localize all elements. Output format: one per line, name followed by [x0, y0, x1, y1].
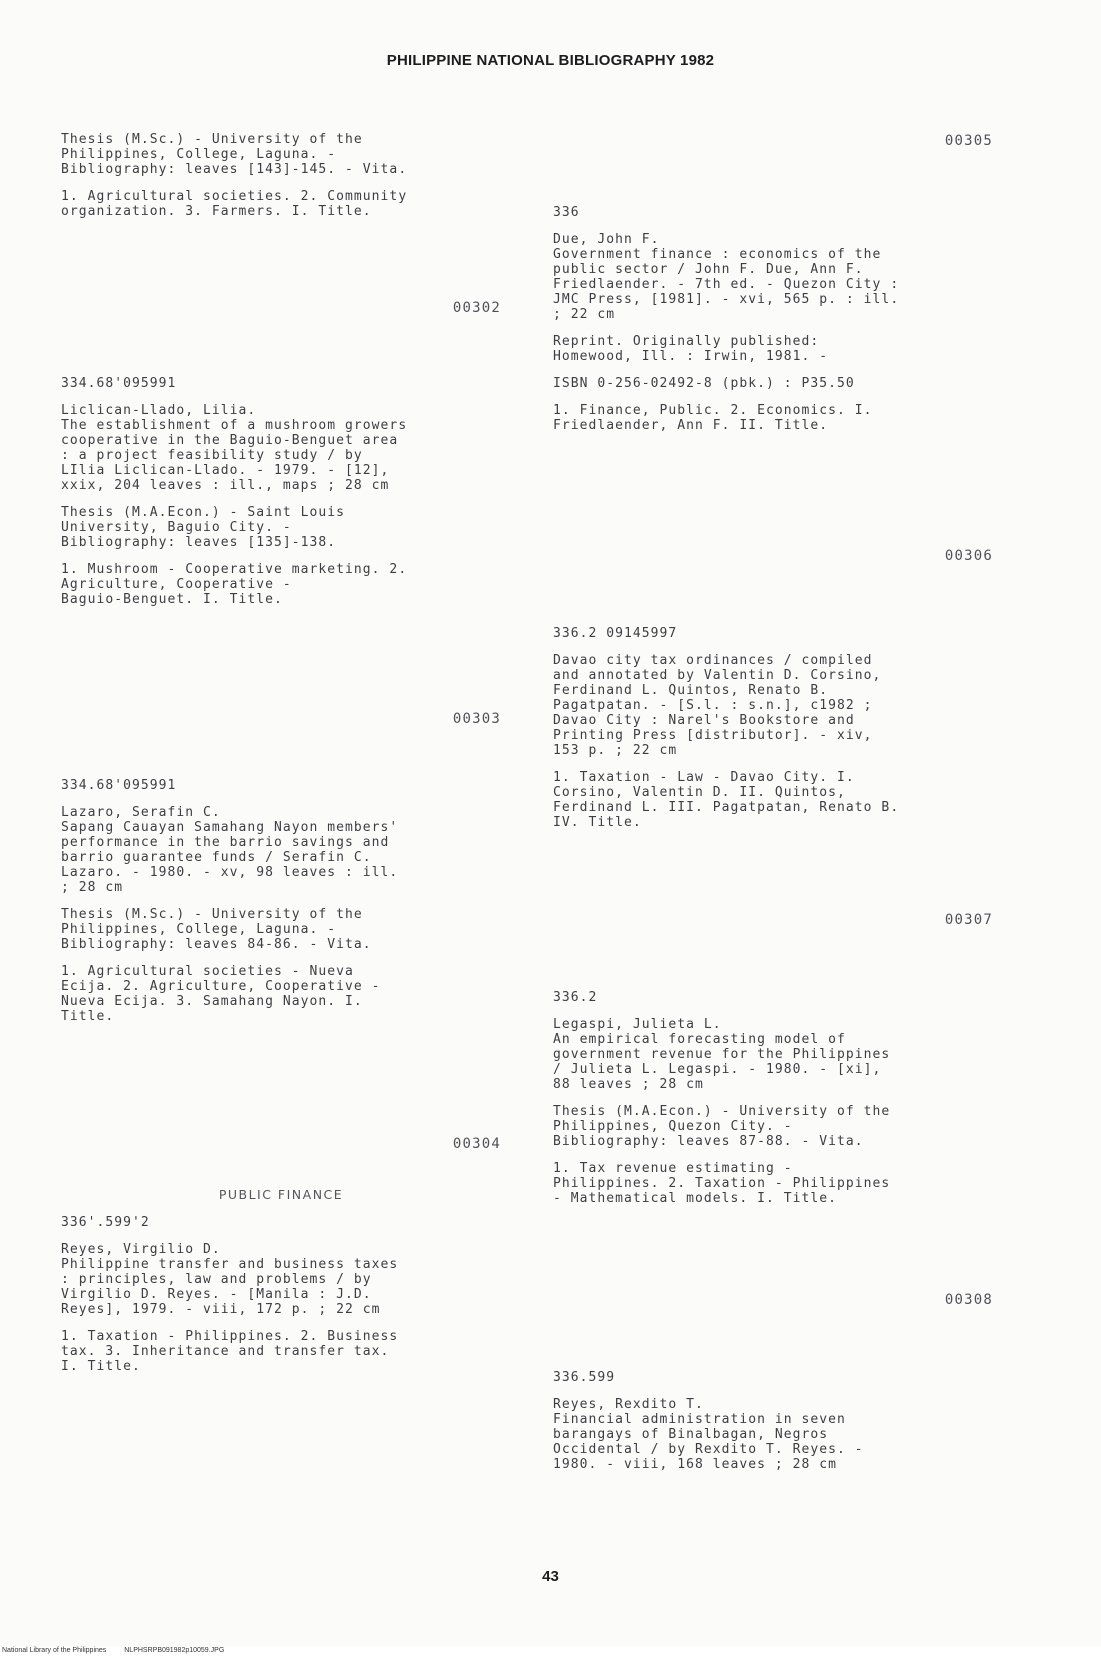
entry-description: Due, John F. Government finance : economics of the public sector / John F. Due, Ann F. Friedlaender. - 7th ed. - Quezon City : JMC Press, [1981]. - xvi, 565 p. : ill. ; 22 cm	[553, 232, 900, 322]
control-number-00302: 00302	[452, 300, 501, 316]
entry-description: Davao city tax ordinances / compiled and annotated by Valentin D. Corsino, Ferdinand L. Quintos, Renato B. Pagatpatan. - [S.l. : s.n.], c1982 ; Davao City : Narel's Bookstore and Printing Press [distributor]. - xiv, 153 p. ; 22 cm	[553, 653, 882, 758]
entry-note: Thesis (M.Sc.) - University of the Philippines, College, Laguna. - Bibliography: leaves 84-86. - Vita.	[61, 907, 372, 952]
entry-description: Reyes, Virgilio D. Philippine transfer and business taxes : principles, law and problems / by Virgilio D. Reyes. - [Manila : J.D. Reyes], 1979. - viii, 172 p. ; 22 cm	[61, 1242, 399, 1317]
entry-subjects: 1. Taxation - Law - Davao City. I. Corsino, Valentin D. II. Quintos, Ferdinand L. III. Pagatpatan, Renato B. IV. Title.	[553, 770, 900, 830]
control-number-00306: 00306	[944, 548, 993, 564]
entry-description: Liclican-Llado, Lilia. The establishment of a mushroom growers cooperative in the Baguio-Benguet area : a project feasibility study / by LIlia Liclican-Llado. - 1979. - [12], xxix, 204 leaves : ill., maps ; 28 cm	[61, 403, 408, 493]
footer-filename: NLPHSRPB091982p10059.JPG	[124, 1647, 225, 1654]
entry-note: Thesis (M.A.Econ.) - University of the Philippines, Quezon City. - Bibliography: leaves 87-88. - Vita.	[553, 1104, 891, 1149]
entry-note: Thesis (M.A.Econ.) - Saint Louis University, Baguio City. - Bibliography: leaves [135]-138.	[61, 505, 346, 550]
page-header: PHILIPPINE NATIONAL BIBLIOGRAPHY 1982	[386, 52, 715, 69]
entry-00307	[553, 990, 993, 1218]
call-number: 336.2 09145997	[553, 626, 678, 641]
entry-00304	[61, 1215, 501, 1386]
entry-00301-tail	[61, 132, 501, 231]
entry-00305	[553, 205, 993, 445]
entry-subjects: 1. Taxation - Philippines. 2. Business tax. 3. Inheritance and transfer tax. I. Title.	[61, 1329, 399, 1374]
entry-00308	[553, 1370, 993, 1484]
page-number: 43	[542, 1568, 559, 1585]
entry-note: Reprint. Originally published: Homewood, Ill. : Irwin, 1981. -	[553, 334, 829, 364]
entry-description: Legaspi, Julieta L. An empirical forecasting model of government revenue for the Philippines / Julieta L. Legaspi. - 1980. - [xi], 88 leaves ; 28 cm	[553, 1017, 891, 1092]
call-number: 336.599	[553, 1370, 616, 1385]
call-number: 336.2	[553, 990, 598, 1005]
call-number: 336	[553, 205, 580, 220]
entry-subjects: 1. Agricultural societies. 2. Community organization. 3. Farmers. I. Title.	[61, 189, 408, 219]
call-number: 336'.599'2	[61, 1215, 150, 1230]
entry-isbn: ISBN 0-256-02492-8 (pbk.) : P35.50	[553, 376, 855, 391]
entry-00302	[61, 376, 501, 619]
entry-subjects: 1. Mushroom - Cooperative marketing. 2. Agriculture, Cooperative - Baguio-Benguet. I. Title.	[61, 562, 408, 607]
control-number-00305: 00305	[944, 133, 993, 149]
footer-library: National Library of the Philippines	[2, 1647, 107, 1654]
entry-00306	[553, 626, 993, 842]
entry-description: Reyes, Rexdito T. Financial administration in seven barangays of Binalbagan, Negros Occidental / by Rexdito T. Reyes. - 1980. - viii, 168 leaves ; 28 cm	[553, 1397, 864, 1472]
entry-00303	[61, 778, 501, 1036]
scan-footer	[0, 1646, 1101, 1658]
entry-subjects: 1. Finance, Public. 2. Economics. I. Friedlaender, Ann F. II. Title.	[553, 403, 873, 433]
control-number-00303: 00303	[452, 711, 501, 727]
control-number-00304: 00304	[452, 1136, 501, 1152]
control-number-00307: 00307	[944, 912, 993, 928]
call-number: 334.68'095991	[61, 778, 177, 793]
control-number-00308: 00308	[944, 1292, 993, 1308]
entry-subjects: 1. Tax revenue estimating - Philippines. 2. Taxation - Philippines - Mathematical models. I. Title.	[553, 1161, 891, 1206]
entry-description: Lazaro, Serafin C. Sapang Cauayan Samahang Nayon members' performance in the barrio savings and barrio guarantee funds / Serafin C. Lazaro. - 1980. - xv, 98 leaves : ill. ; 28 cm	[61, 805, 399, 895]
entry-note: Thesis (M.Sc.) - University of the Philippines, College, Laguna. - Bibliography: leaves [143]-145. - Vita.	[61, 132, 408, 177]
call-number: 334.68'095991	[61, 376, 177, 391]
section-heading: PUBLIC FINANCE	[218, 1187, 344, 1202]
entry-subjects: 1. Agricultural societies - Nueva Ecija. 2. Agriculture, Cooperative - Nueva Ecija. 3. Samahang Nayon. I. Title.	[61, 964, 381, 1024]
